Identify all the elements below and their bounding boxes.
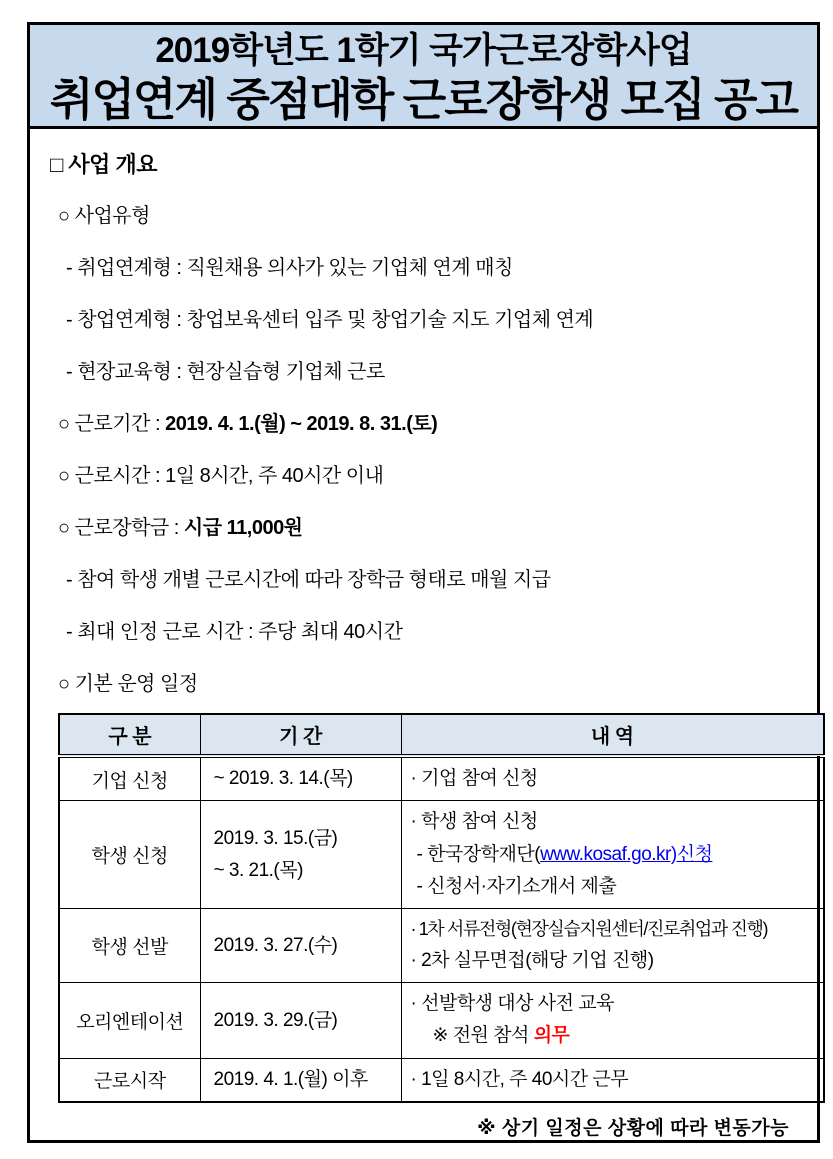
row4-detail-2: [411, 1020, 818, 1052]
row1-detail-1: · 기업 참여 신청: [410, 768, 538, 789]
row4-category: 오리엔테이션: [59, 983, 200, 1059]
row2-detail-2: [411, 839, 818, 871]
row2-detail-1: · 학생 참여 신청: [410, 811, 538, 833]
row4-detail-1: · 선발학생 대상 사전 교육: [410, 993, 614, 1015]
row5-detail-1: · 1일 8시간, 주 40시간 근무: [410, 1068, 629, 1090]
table-row-work-start: [59, 1058, 824, 1102]
row2-details: [401, 801, 824, 909]
scholarship-amount: 시급 11,000원: [183, 516, 303, 539]
kosaf-website-link[interactable]: www.kosaf.go.kr)신청: [540, 843, 713, 865]
schedule-change-footnote: ※ 상기 일정은 상황에 따라 변동가능: [477, 1117, 789, 1139]
scholarship-label: ○ 근로장학금 :: [58, 516, 184, 539]
row3-category: 학생 선발: [59, 909, 200, 983]
row5-category: 근로시작: [59, 1058, 200, 1102]
row2-period-line2: ~ 3. 21.(목): [213, 859, 303, 881]
table-row-orientation: [59, 983, 824, 1059]
overview-item-work-period: [50, 395, 803, 447]
overview-item-business-type: ○ 사업유형: [58, 204, 150, 227]
title-banner: [30, 25, 817, 129]
table-row-student-apply: [59, 801, 824, 909]
row5-details: [401, 1058, 824, 1102]
row2-period: [200, 801, 401, 909]
overview-item-scholarship: [50, 499, 803, 551]
row3-detail-2: · 2차 실무면접(해당 기업 진행): [410, 949, 654, 971]
row2-period-line1: 2019. 3. 15.(금): [213, 828, 338, 850]
overview-item-basic-schedule: ○ 기본 운영 일정: [58, 672, 198, 695]
row5-period: 2019. 4. 1.(월) 이후: [200, 1058, 401, 1102]
row1-period: ~ 2019. 3. 14.(목): [200, 756, 401, 801]
table-row-student-selection: [59, 909, 824, 983]
row3-period: 2019. 3. 27.(수): [200, 909, 401, 983]
row2-detail-3: - 신청서·자기소개서 제출: [416, 875, 617, 897]
table-row-company-apply: [59, 756, 824, 801]
table-header-category: 구 분: [59, 714, 200, 756]
overview-item-field-edu-type: - 현장교육형 : 현장실습형 기업체 근로: [66, 360, 385, 383]
section-heading-overview: □ 사업 개요: [50, 151, 158, 177]
title-line-2: 취업연계 중점대학 근로장학생 모집 공고: [49, 74, 797, 125]
work-period-dates: 2019. 4. 1.(월) ~ 2019. 8. 31.(토): [165, 412, 438, 435]
schedule-table: [58, 713, 825, 1103]
row4-period: 2019. 3. 29.(금): [200, 983, 401, 1059]
work-period-label: ○ 근로기간 :: [58, 412, 166, 435]
table-header-row: [59, 714, 824, 756]
document-body: [30, 129, 817, 1140]
title-line-1: 2019학년도 1학기 국가근로장학사업: [155, 31, 692, 70]
row1-category: 기업 신청: [59, 756, 200, 801]
overview-item-work-hours: ○ 근로시간 : 1일 8시간, 주 40시간 이내: [58, 464, 384, 487]
overview-item-monthly-payment: - 참여 학생 개별 근로시간에 따라 장학금 형태로 매월 지급: [66, 568, 551, 591]
row1-details: [401, 756, 824, 801]
row3-details: [401, 909, 824, 983]
overview-item-startup-link-type: - 창업연계형 : 창업보육센터 입주 및 창업기술 지도 기업체 연계: [66, 308, 594, 331]
row4-details: [401, 983, 824, 1059]
table-header-period: 기 간: [200, 714, 401, 756]
overview-item-job-link-type: - 취업연계형 : 직원채용 의사가 있는 기업체 연계 매칭: [66, 256, 513, 279]
kosaf-label: - 한국장학재단(: [416, 843, 541, 865]
document-page: [27, 22, 820, 1143]
attendance-mandatory-text: 의무: [533, 1025, 570, 1047]
attendance-note-label: ※ 전원 참석: [432, 1025, 534, 1047]
row2-category: 학생 신청: [59, 801, 200, 909]
overview-item-max-hours: - 최대 인정 근로 시간 : 주당 최대 40시간: [66, 620, 403, 643]
row3-detail-1: · 1차 서류전형(현장실습지원센터/진로취업과 진행): [410, 919, 768, 940]
table-header-details: 내 역: [401, 714, 824, 756]
